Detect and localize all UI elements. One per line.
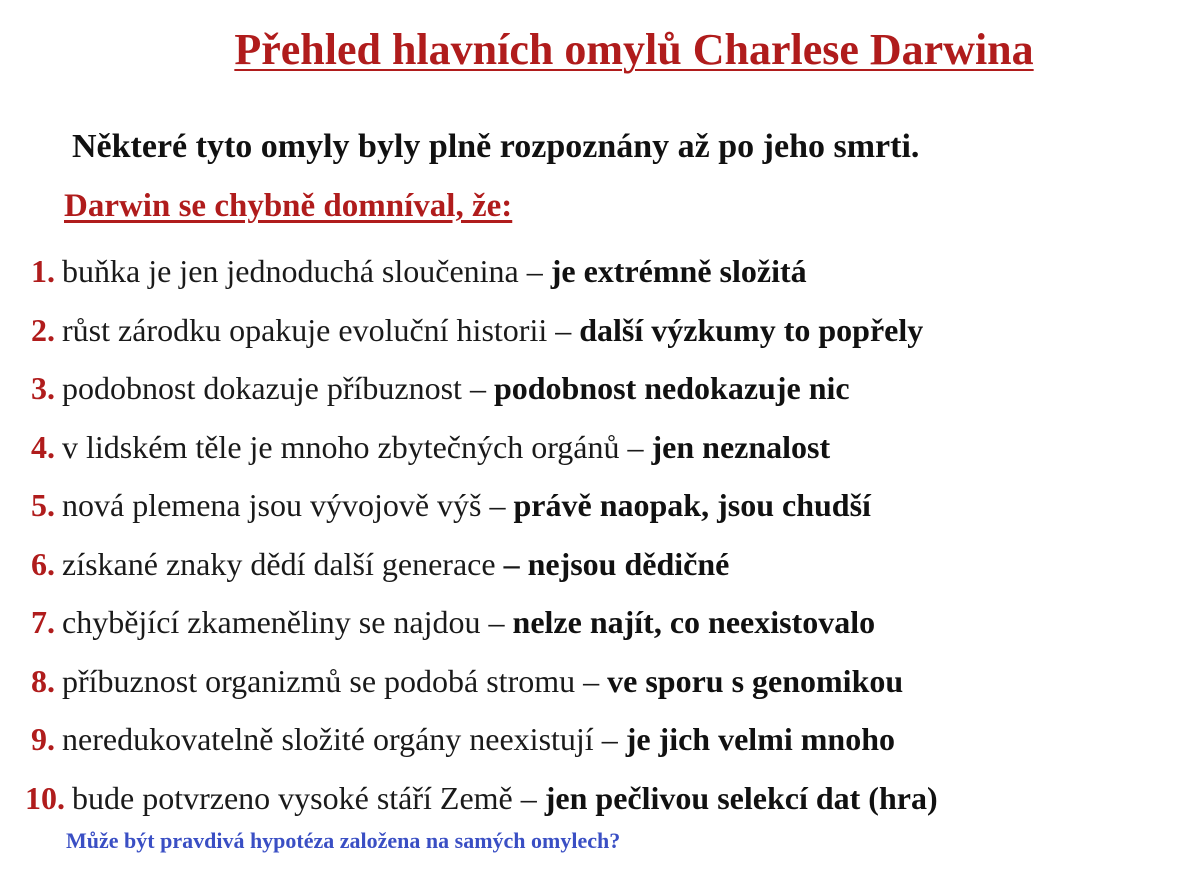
item-claim: v lidském těle je mnoho zbytečných orgánů xyxy=(62,428,620,465)
list-item xyxy=(0,652,1200,711)
item-number: 8. xyxy=(31,662,55,699)
list-subheading: Darwin se chybně domníval, že: xyxy=(64,188,513,224)
item-verdict: právě naopak, jsou chudší xyxy=(513,487,871,523)
item-verdict: podobnost nedokazuje nic xyxy=(493,370,850,406)
item-number: 1. xyxy=(31,253,55,289)
item-number: 10. xyxy=(25,779,65,816)
item-verdict: nejsou dědičné xyxy=(527,545,730,582)
item-text xyxy=(62,535,729,594)
list-item xyxy=(0,418,1200,477)
item-claim: růst zárodku opakuje evoluční historii xyxy=(62,311,548,348)
item-separator: – xyxy=(619,428,652,465)
list-item xyxy=(0,476,1200,535)
item-claim: podobnost dokazuje příbuznost xyxy=(62,370,462,406)
item-number: 4. xyxy=(31,428,55,465)
item-separator: – xyxy=(495,545,528,582)
item-text xyxy=(72,769,938,828)
item-number: 9. xyxy=(31,721,55,757)
item-separator: – xyxy=(518,253,551,289)
item-separator: – xyxy=(593,721,626,757)
item-verdict: další výzkumy to popřely xyxy=(579,311,924,348)
intro-text: Některé tyto omyly byly plně rozpoznány až po jeho smrti. xyxy=(72,128,920,165)
item-claim: získané znaky dědí další generace xyxy=(62,545,496,582)
item-separator: – xyxy=(575,662,608,699)
item-verdict: je extrémně složitá xyxy=(550,253,807,289)
item-number: 2. xyxy=(31,311,55,348)
item-claim: bude potvrzeno vysoké stáří Země xyxy=(72,779,513,816)
item-number: 5. xyxy=(31,487,55,523)
item-separator: – xyxy=(481,487,514,523)
item-claim: buňka je jen jednoduchá sloučenina xyxy=(62,253,519,289)
item-separator: – xyxy=(480,604,513,640)
list-item xyxy=(0,769,1200,828)
item-separator: – xyxy=(461,370,494,406)
item-verdict: je jich velmi mnoho xyxy=(625,721,895,757)
item-text xyxy=(62,418,830,477)
page-title: Přehled hlavních omylů Charlese Darwina xyxy=(234,25,1034,74)
item-claim: příbuznost organizmů se podobá stromu xyxy=(62,662,576,699)
list-item xyxy=(0,535,1200,594)
item-text xyxy=(62,476,871,535)
errors-list xyxy=(0,242,1200,827)
item-separator: – xyxy=(512,779,545,816)
item-number: 3. xyxy=(31,370,55,406)
list-item xyxy=(0,359,1200,418)
list-item xyxy=(0,710,1200,769)
item-separator: – xyxy=(547,311,580,348)
item-verdict: ve sporu s genomikou xyxy=(607,662,904,699)
item-number: 6. xyxy=(31,545,55,582)
item-text xyxy=(62,359,850,418)
item-number: 7. xyxy=(31,604,55,640)
item-text xyxy=(62,301,923,360)
list-item xyxy=(0,593,1200,652)
item-text xyxy=(62,593,875,652)
item-claim: nová plemena jsou vývojově výš xyxy=(62,487,482,523)
list-item xyxy=(0,301,1200,360)
item-claim: neredukovatelně složité orgány neexistují xyxy=(62,721,594,757)
item-verdict: jen pečlivou selekcí dat (hra) xyxy=(544,779,938,816)
item-text xyxy=(62,652,903,711)
item-claim: chybějící zkameněliny se najdou xyxy=(62,604,481,640)
list-item xyxy=(0,242,1200,301)
item-text xyxy=(62,710,895,769)
item-verdict: nelze najít, co neexistovalo xyxy=(512,604,876,640)
item-verdict: jen neznalost xyxy=(651,428,831,465)
item-text xyxy=(62,242,807,301)
closing-question: Může být pravdivá hypotéza založena na samých omylech? xyxy=(66,828,621,853)
